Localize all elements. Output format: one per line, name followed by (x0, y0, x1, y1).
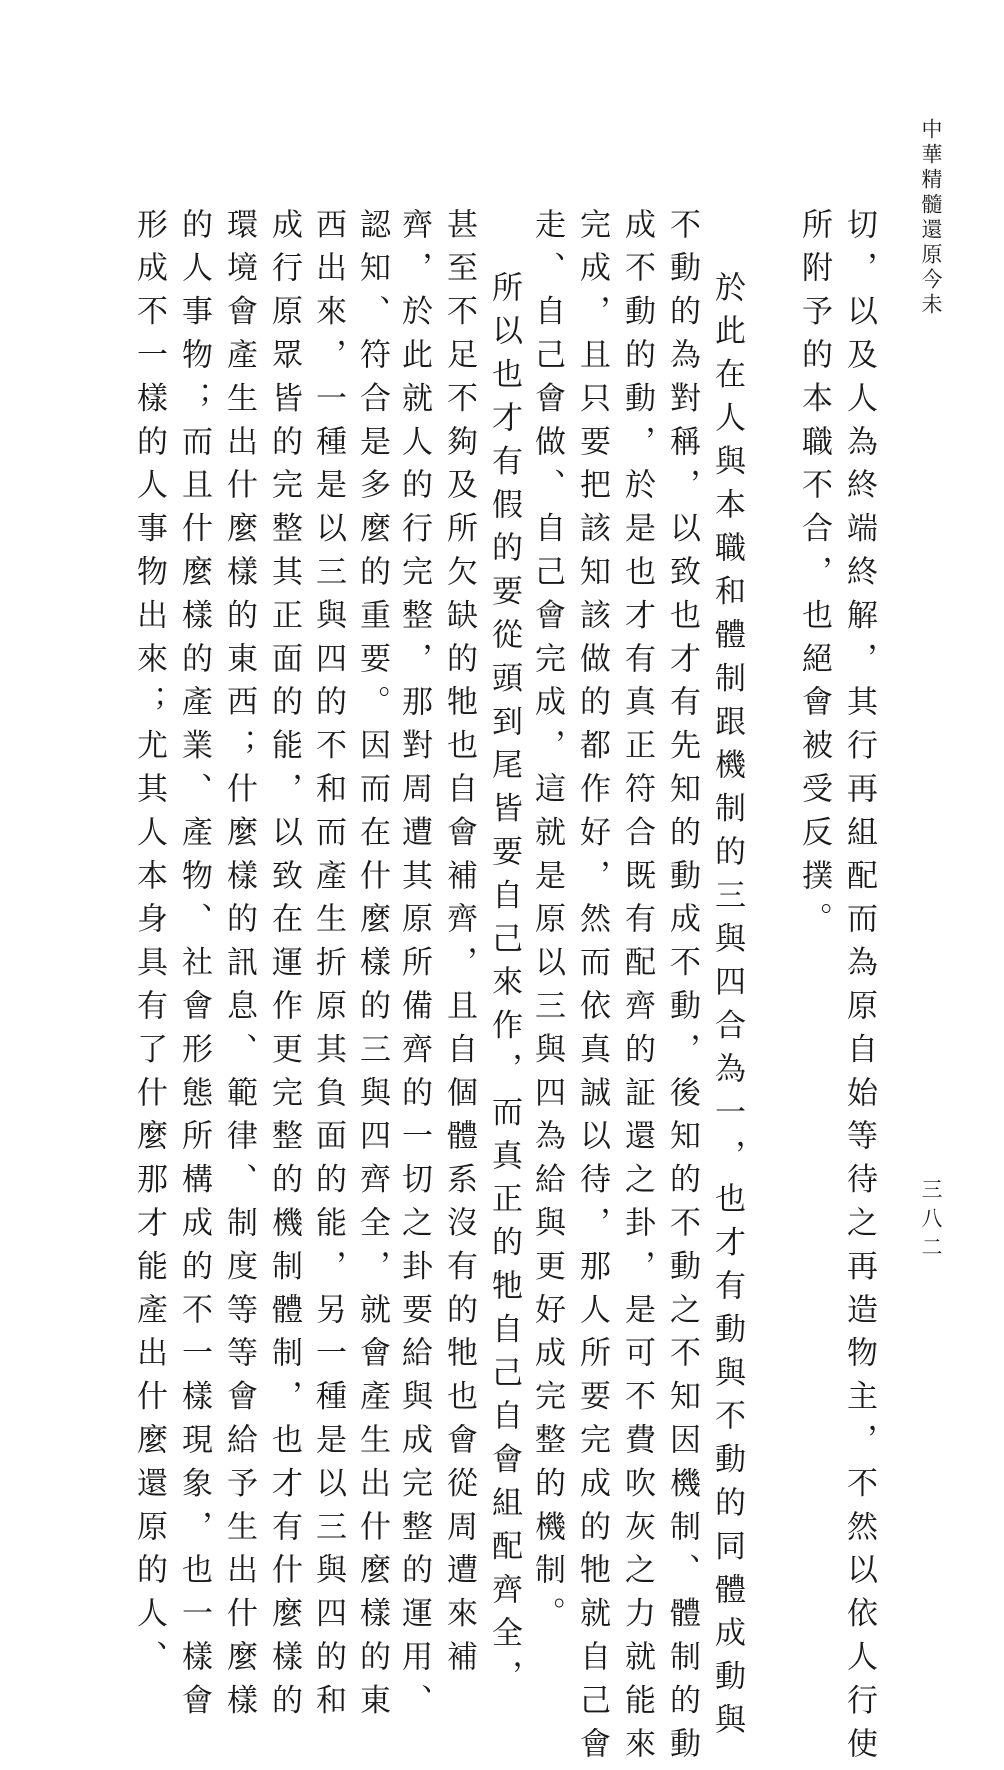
text-line: 齊，於此就人的行完整，那對周遭其原所備齊的一切之卦要給與成完整的運用、 (396, 208, 432, 1727)
running-title: 中華精髓還原今未 (919, 118, 943, 318)
text-line: 西出來，一種是以三與四的不和而產生折原其負面的能，另一種是以三與四的和 (310, 208, 346, 1727)
text-line: 形成不一樣的人事物出來；尤其人本身具有了什麼那才能產出什麼還原的人、 (131, 208, 167, 1684)
text-line: 甚至不足不夠及所欠缺的牠也自會補齊，且自個體系沒有的牠也會從周遭來補 (441, 208, 477, 1684)
text-line: 的人事物；而且什麼樣的產業、產物、社會形態所構成的不一樣現象，也一樣會 (176, 208, 212, 1727)
text-line: 認知、符合是多麼的重要。因而在什麼樣的三與四齊全，就會產生出什麼樣的東 (354, 208, 390, 1727)
text-line: 環境會產生出什麼樣的東西；什麼樣的訊息、範律、制度等等會給予生出什麼樣 (221, 208, 257, 1727)
text-line: 於此在人與本職和體制跟機制的三與四合為一，也才有動與不動的同體成動與 (709, 271, 745, 1747)
text-line: 走、自己會做、自己會完成，這就是原以三與四為給與更好成完整的機制。 (529, 208, 565, 1641)
text-line: 成行原眾皆的完整其正面的能，以致在運作更完整的機制體制，也才有什麼樣的 (266, 208, 302, 1727)
page-number: 三八二 (919, 1178, 943, 1265)
text-line: 所以也才有假的要從頭到尾皆要自己來作，而真正的牠自己自會組配齊全， (486, 271, 522, 1704)
text-line: 不動的為對稱，以致也才有先知的動成不動，後知的不動之不知因機制、體制的動 (664, 208, 700, 1770)
text-line: 所附予的本職不合，也絕會被受反撲。 (796, 208, 832, 946)
text-line: 成不動的動，於是也才有真正符合既有配齊的証還之卦，是可不費吹灰之力就能來 (619, 208, 655, 1770)
text-line: 完成，且只要把該知該做的都作好，然而依真誠以待，那人所要完成的牠就自己會 (574, 208, 610, 1770)
text-line: 切，以及人為終端終解，其行再組配而為原自始等待之再造物主，不然以依人行使 (841, 208, 877, 1770)
